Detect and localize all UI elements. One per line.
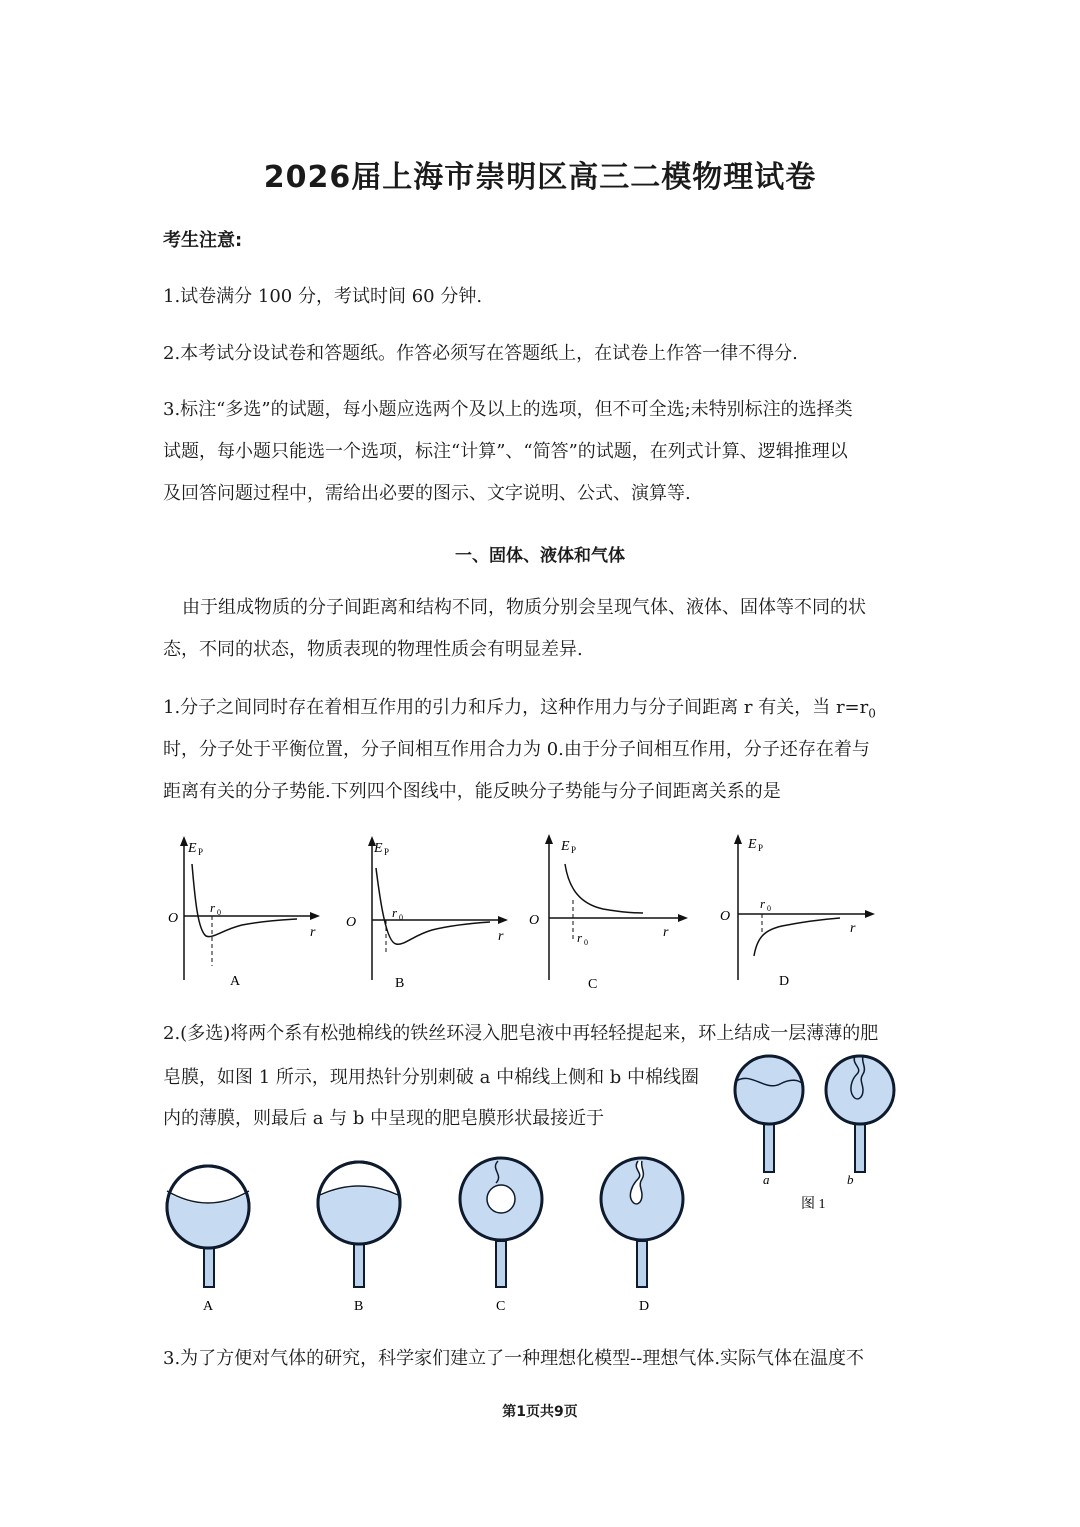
section-intro-line2: 态，不同的状态，物质表现的物理性质会有明显差异. <box>163 639 583 660</box>
q2-options <box>160 1155 700 1320</box>
option-d-ring <box>601 1158 683 1314</box>
y-label-sub: P <box>198 847 204 857</box>
ring-a-film <box>735 1056 803 1124</box>
r0-label: r <box>760 896 766 911</box>
origin-label: O <box>529 913 540 928</box>
option-a-ring <box>164 1166 252 1314</box>
graph-d <box>712 830 887 995</box>
q1-r0-subscript: 0 <box>868 706 876 721</box>
option-label: D <box>779 974 790 989</box>
option-c-ring <box>460 1158 542 1314</box>
handle <box>637 1241 647 1287</box>
q3-line1: 3.为了方便对气体的研究，科学家们建立了一种理想化模型--理想气体.实际气体在温度不 <box>163 1348 865 1369</box>
q1-line2: 时，分子处于平衡位置，分子间相互作用合力为 0.由于分子间相互作用，分子还存在着与 <box>163 739 870 760</box>
y-label: E <box>561 839 570 854</box>
y-label: E <box>748 837 757 852</box>
q1-line1 <box>163 698 876 724</box>
y-label: E <box>374 841 383 856</box>
r0-label: r <box>577 930 583 945</box>
option-label: A <box>230 974 241 989</box>
y-axis-arrow-icon <box>180 836 188 846</box>
handle <box>354 1243 364 1287</box>
potential-curve <box>565 864 643 913</box>
option-b-ring <box>315 1162 403 1314</box>
origin-label: O <box>346 915 357 930</box>
origin-label: O <box>720 909 731 924</box>
graph-c <box>525 830 700 995</box>
y-label-sub: P <box>758 843 764 853</box>
notice-item-3-line3: 及回答问题过程中，需给出必要的图示、文字说明、公式、演算等. <box>163 483 691 504</box>
x-axis-arrow-icon <box>865 910 875 918</box>
r0-label-sub: 0 <box>217 908 221 917</box>
notice-item-3-line1: 3.标注“多选”的试题，每小题应选两个及以上的选项，但不可全选;未特别标注的选择类 <box>163 399 853 420</box>
q1-line1-text: 1.分子之间同时存在着相互作用的引力和斥力，这种作用力与分子间距离 r 有关，当 r=r <box>163 697 869 718</box>
label-b: b <box>847 1172 854 1187</box>
notice-heading: 考生注意: <box>163 230 243 251</box>
origin-label: O <box>168 911 179 926</box>
section-heading: 一、固体、液体和气体 <box>455 546 625 566</box>
x-label: r <box>850 921 856 936</box>
notice-item-1: 1.试卷满分 100 分，考试时间 60 分钟. <box>163 286 483 307</box>
option-label: C <box>496 1299 506 1314</box>
r0-label: r <box>392 905 398 920</box>
graph-b <box>340 830 515 995</box>
potential-curve <box>754 918 840 956</box>
y-label-sub: P <box>571 845 577 855</box>
page-title: 2026届上海市崇明区高三二模物理试卷 <box>263 160 817 195</box>
figure-1 <box>725 1050 910 1230</box>
x-axis-arrow-icon <box>310 912 320 920</box>
option-label: A <box>203 1299 214 1314</box>
option-label: C <box>588 977 598 992</box>
ring-a-handle <box>764 1122 774 1172</box>
handle <box>204 1247 214 1287</box>
hole <box>487 1185 515 1213</box>
r0-label-sub: 0 <box>399 913 403 922</box>
x-axis-arrow-icon <box>678 914 688 922</box>
y-axis-arrow-icon <box>734 834 742 844</box>
q2-line2: 皂膜，如图 1 所示，现用热针分别刺破 a 中棉线上侧和 b 中棉线圈 <box>163 1067 700 1088</box>
ring-b-handle <box>855 1122 865 1172</box>
label-a: a <box>763 1172 770 1187</box>
option-label: B <box>395 976 405 991</box>
q2-line3: 内的薄膜，则最后 a 与 b 中呈现的肥皂膜形状最接近于 <box>163 1108 605 1129</box>
section-intro-line1: 由于组成物质的分子间距离和结构不同，物质分别会呈现气体、液体、固体等不同的状 <box>182 597 866 618</box>
potential-curve <box>192 864 297 937</box>
q1-line3: 距离有关的分子势能.下列四个图线中，能反映分子势能与分子间距离关系的是 <box>163 781 781 802</box>
y-label-sub: P <box>384 847 390 857</box>
handle <box>496 1241 506 1287</box>
option-label: D <box>639 1299 650 1314</box>
r0-label: r <box>210 900 216 915</box>
page-footer: 第1页共9页 <box>502 1404 578 1420</box>
x-label: r <box>498 929 504 944</box>
graph-a <box>162 830 337 995</box>
notice-item-2: 2.本考试分设试卷和答题纸。作答必须写在答题纸上，在试卷上作答一律不得分. <box>163 343 798 364</box>
x-label: r <box>663 925 669 940</box>
option-label: B <box>354 1299 364 1314</box>
y-axis-arrow-icon <box>545 834 553 844</box>
y-label: E <box>188 841 197 856</box>
r0-label-sub: 0 <box>767 904 771 913</box>
q2-line1: 2.(多选)将两个系有松弛棉线的铁丝环浸入肥皂液中再轻轻提起来，环上结成一层薄薄的肥 <box>163 1023 879 1044</box>
r0-label-sub: 0 <box>584 938 588 947</box>
x-label: r <box>310 925 316 940</box>
ring-b-film <box>826 1056 894 1124</box>
x-axis-arrow-icon <box>498 916 508 924</box>
notice-item-3-line2: 试题，每小题只能选一个选项，标注“计算”、“简答”的试题，在列式计算、逻辑推理以 <box>163 441 848 462</box>
figure-caption: 图 1 <box>801 1197 826 1212</box>
